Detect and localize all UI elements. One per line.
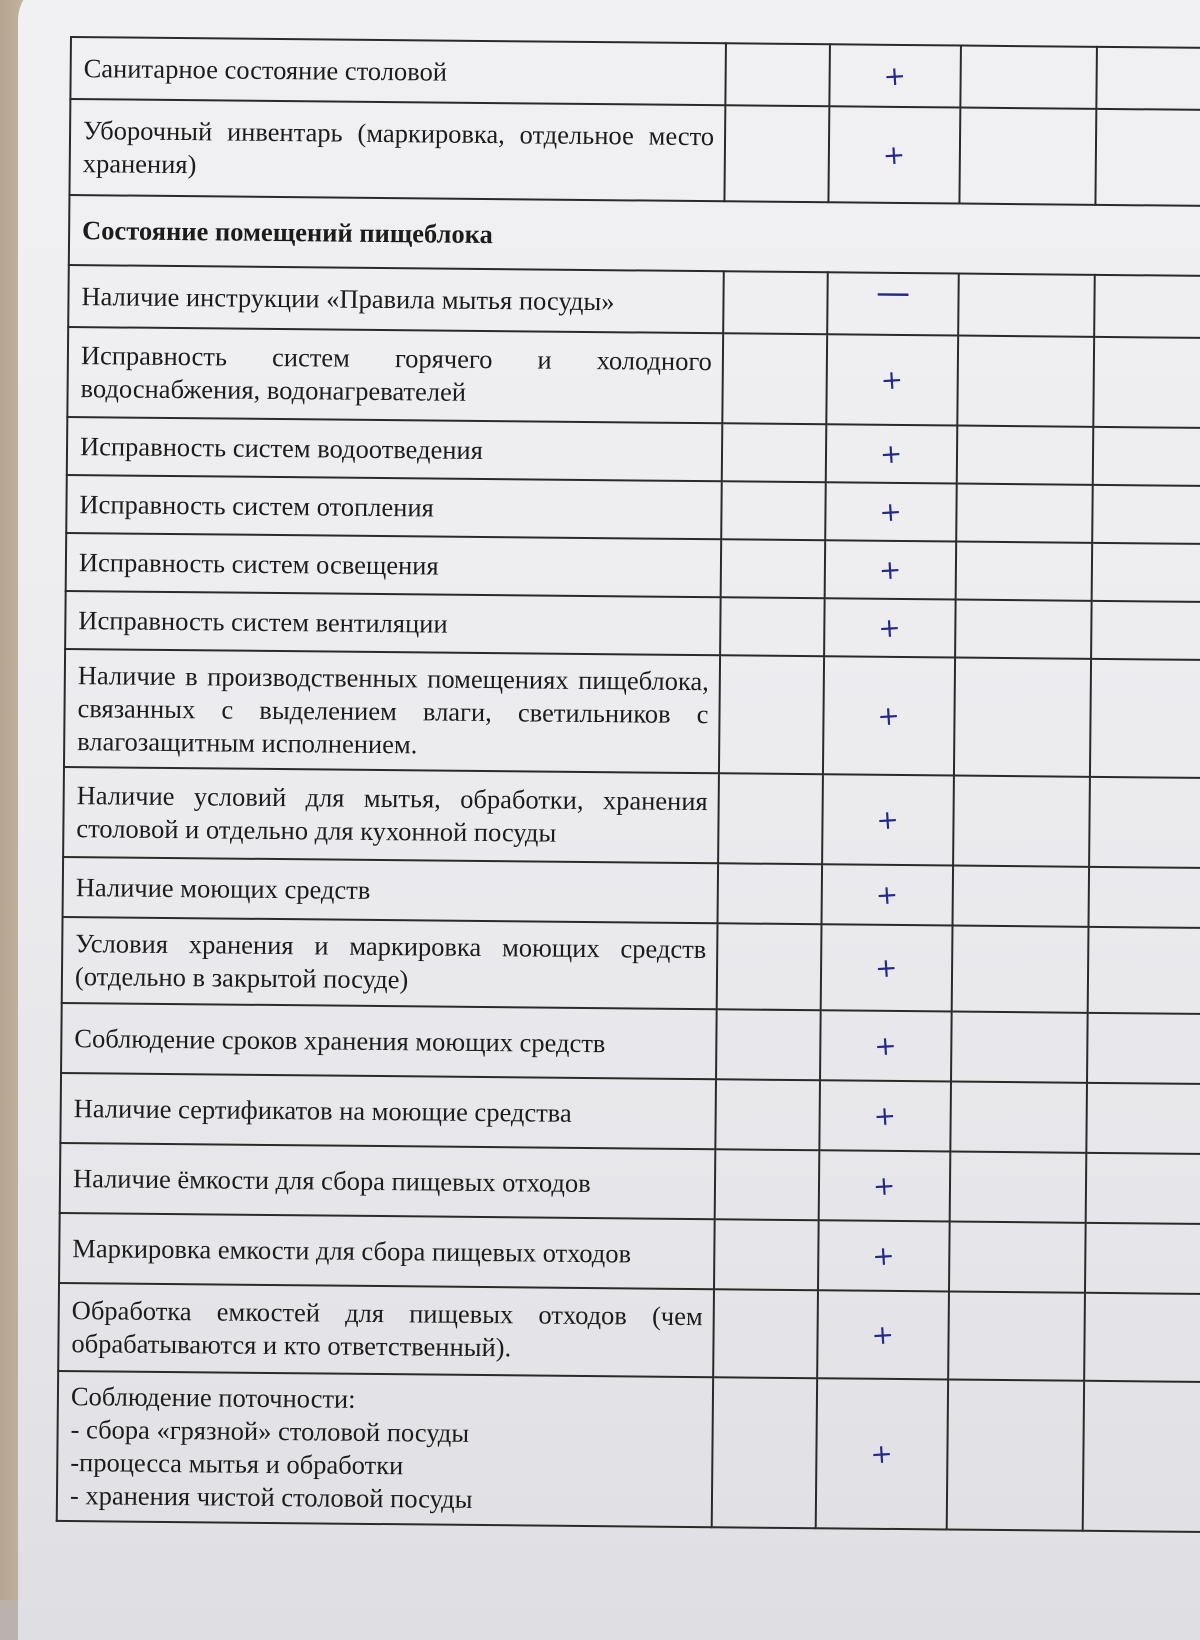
empty-cell: [716, 1009, 821, 1080]
empty-cell: [720, 597, 825, 656]
mark-cell: [822, 864, 954, 925]
plus-mark: +: [882, 138, 907, 172]
table-row: [63, 857, 1200, 928]
mark-cell: [820, 1010, 952, 1081]
empty-cell: [1085, 1223, 1200, 1294]
empty-cell: [1086, 1153, 1200, 1224]
criterion-line: -процесса мытья и обработки: [70, 1447, 404, 1481]
empty-cell: [948, 1291, 1085, 1380]
empty-cell: [1084, 1293, 1200, 1382]
empty-cell: [960, 46, 1097, 109]
criterion-line: Соблюдение поточности:: [70, 1381, 356, 1414]
plus-mark: +: [878, 495, 903, 529]
section-title: Состояние помещений пищеблока: [69, 195, 1200, 276]
empty-cell: [1088, 867, 1200, 928]
criterion-cell: Обработка емкостей для пищевых отходов (чем обрабатываются и кто ответственный).: [58, 1283, 714, 1377]
mark-cell: [824, 598, 956, 657]
criterion-cell: Наличие в производственных помещениях пищеблока, связанных с выделением влаги, светильников с влагозащитным исполнением.: [64, 649, 720, 773]
empty-cell: [1090, 659, 1200, 778]
table-row: [60, 1073, 1200, 1154]
mark-cell: [822, 774, 954, 865]
empty-cell: [1083, 1381, 1200, 1532]
plus-mark: +: [872, 1169, 897, 1203]
plus-mark: +: [873, 1029, 898, 1063]
mark-cell: [829, 44, 961, 107]
empty-cell: [949, 1221, 1086, 1292]
empty-cell: [721, 481, 826, 540]
criterion-cell: Исправность систем отопления: [66, 475, 722, 539]
criterion-cell: Исправность систем вентиляции: [65, 591, 721, 655]
mark-cell: [821, 924, 953, 1011]
empty-cell: [1093, 337, 1200, 428]
empty-cell: [953, 776, 1090, 867]
empty-cell: [1091, 601, 1200, 660]
empty-cell: [719, 655, 824, 774]
empty-cell: [722, 333, 827, 424]
table-row: [68, 265, 1200, 338]
empty-cell: [952, 926, 1089, 1013]
empty-cell: [950, 1152, 1087, 1223]
empty-cell: [956, 542, 1093, 601]
mark-cell: [816, 1378, 948, 1529]
table-row: [59, 1213, 1200, 1294]
mark-cell: [825, 482, 957, 541]
criterion-cell: Наличие условий для мытья, обработки, хранения столовой и отдельно для кухонной посуды: [63, 767, 719, 863]
empty-cell: [1092, 485, 1200, 544]
empty-cell: [959, 108, 1096, 205]
plus-mark: +: [871, 1239, 896, 1273]
empty-cell: [1094, 275, 1200, 338]
table-row: [63, 767, 1200, 868]
empty-cell: [722, 423, 827, 482]
table-row: [70, 37, 1200, 110]
empty-cell: [713, 1289, 818, 1378]
table-row: [58, 1283, 1200, 1382]
empty-cell: [717, 923, 822, 1010]
empty-cell: [1092, 543, 1200, 602]
table-row: [60, 1143, 1200, 1224]
criterion-cell: Маркировка емкости для сбора пищевых отходов: [59, 1213, 715, 1289]
empty-cell: [715, 1149, 820, 1220]
plus-mark: +: [874, 951, 899, 985]
plus-mark: +: [871, 1318, 896, 1352]
empty-cell: [954, 658, 1091, 777]
criterion-cell: Условия хранения и маркировка моющих средств (отдельно в закрытой посуде): [62, 917, 718, 1009]
mark-cell: [826, 334, 958, 425]
mark-cell: [826, 424, 958, 483]
table-row: [57, 1371, 1200, 1532]
empty-cell: [1087, 1013, 1200, 1084]
mark-cell: [823, 656, 955, 775]
criterion-line: - сбора «грязной» столовой посуды: [70, 1414, 470, 1448]
table-row: [69, 99, 1200, 206]
criterion-cell: Наличие моющих средств: [63, 857, 719, 923]
section-row: [69, 195, 1200, 276]
empty-cell: [715, 1079, 820, 1150]
mark-cell: [819, 1080, 951, 1151]
mark-cell: [828, 106, 960, 203]
plus-mark: +: [883, 59, 908, 93]
mark-cell: [827, 272, 959, 335]
checklist-table: [56, 36, 1200, 1533]
plus-mark: +: [878, 553, 903, 587]
empty-cell: [1095, 109, 1200, 206]
plus-mark: +: [880, 363, 905, 397]
plus-mark: +: [876, 699, 902, 733]
empty-cell: [953, 866, 1090, 927]
empty-cell: [723, 271, 828, 334]
checklist-sheet: [56, 36, 1200, 1533]
criterion-cell: Наличие инструкции «Правила мытья посуды»: [68, 265, 724, 333]
criterion-cell: Исправность систем освещения: [66, 533, 722, 597]
plus-mark: +: [873, 1099, 898, 1133]
table-row: [62, 917, 1200, 1014]
empty-cell: [955, 600, 1092, 659]
checklist-body: [57, 37, 1200, 1532]
empty-cell: [1088, 927, 1200, 1014]
empty-cell: [724, 105, 829, 202]
dash-mark: —: [875, 272, 911, 313]
empty-cell: [714, 1219, 819, 1290]
plus-mark: +: [875, 878, 900, 912]
mark-cell: [817, 1290, 949, 1379]
table-row: [67, 327, 1200, 428]
empty-cell: [951, 1012, 1088, 1083]
criterion-cell: Наличие ёмкости для сбора пищевых отходов: [60, 1143, 716, 1219]
empty-cell: [1086, 1083, 1200, 1154]
empty-cell: [1089, 777, 1200, 868]
empty-cell: [725, 43, 830, 106]
table-row: [61, 1003, 1200, 1084]
plus-mark: +: [875, 803, 901, 837]
empty-cell: [718, 863, 823, 924]
mark-cell: [818, 1220, 950, 1291]
empty-cell: [712, 1377, 817, 1528]
empty-cell: [1096, 47, 1200, 110]
table-row: [64, 649, 1200, 778]
empty-cell: [958, 274, 1095, 337]
mark-cell: [819, 1150, 951, 1221]
criterion-cell: Санитарное состояние столовой: [70, 37, 726, 105]
empty-cell: [1093, 427, 1200, 486]
plus-mark: +: [877, 611, 902, 645]
empty-cell: [718, 773, 823, 864]
empty-cell: [957, 426, 1094, 485]
mark-cell: [825, 540, 957, 599]
criterion-cell: Уборочный инвентарь (маркировка, отдельное место хранения): [69, 99, 725, 201]
criterion-cell: Соблюдение сроков хранения моющих средств: [61, 1003, 717, 1079]
empty-cell: [950, 1082, 1087, 1153]
criterion-cell: Исправность систем горячего и холодного водоснабжения, водонагревателей: [67, 327, 723, 423]
criterion-cell: [57, 1371, 713, 1527]
criterion-line: - хранения чистой столовой посуды: [69, 1480, 473, 1514]
plus-mark: +: [869, 1437, 894, 1470]
plus-mark: +: [879, 437, 904, 471]
empty-cell: [957, 336, 1094, 427]
criterion-cell: Наличие сертификатов на моющие средства: [60, 1073, 716, 1149]
empty-cell: [956, 484, 1093, 543]
empty-cell: [947, 1379, 1084, 1530]
criterion-cell: Исправность систем водоотведения: [67, 417, 723, 481]
empty-cell: [721, 539, 826, 598]
